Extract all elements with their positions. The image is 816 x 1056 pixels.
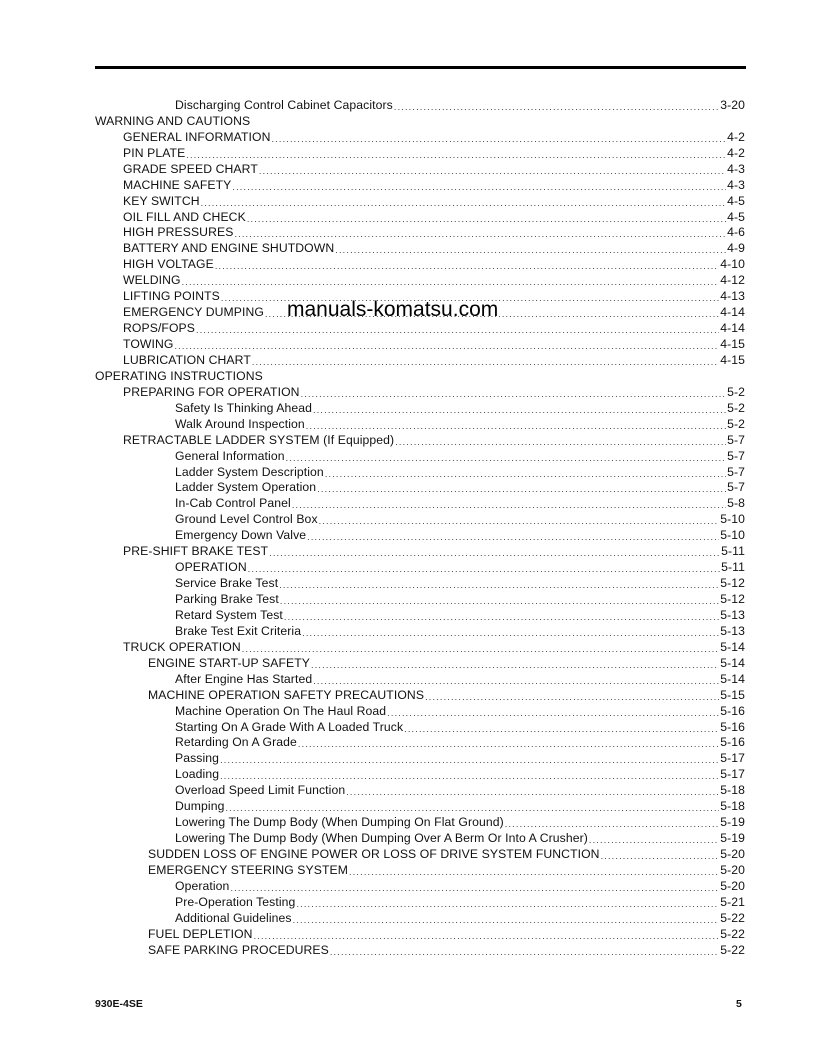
toc-entry-page: 5-7	[727, 464, 745, 479]
toc-dot-leader	[174, 340, 719, 352]
toc-entry[interactable]	[95, 575, 745, 591]
toc-entry[interactable]	[95, 639, 745, 655]
toc-entry[interactable]	[95, 448, 745, 464]
toc-entry[interactable]	[95, 495, 745, 511]
toc-entry[interactable]	[95, 735, 745, 751]
toc-entry-page: 5-12	[720, 576, 745, 591]
toc-entry[interactable]	[95, 161, 745, 177]
toc-dot-leader	[182, 276, 720, 288]
toc-entry-title: ENGINE START-UP SAFETY	[148, 655, 311, 670]
toc-entry[interactable]	[95, 511, 745, 527]
toc-dot-leader	[286, 452, 726, 464]
toc-entry-title: FUEL DEPLETION	[148, 926, 253, 941]
toc-entry-title: Ladder System Operation	[175, 480, 317, 495]
toc-entry-title: Additional Guidelines	[175, 910, 292, 925]
toc-entry-page: 5-14	[720, 671, 745, 686]
toc-entry-title: Pre-Operation Testing	[175, 894, 296, 909]
toc-entry-page: 5-16	[720, 703, 745, 718]
toc-entry-page: 4-13	[720, 289, 745, 304]
toc-dot-leader	[284, 611, 719, 623]
toc-dot-leader	[232, 181, 726, 193]
toc-dot-leader	[296, 898, 719, 910]
toc-entry-page: 5-17	[720, 751, 745, 766]
toc-entry-title: In-Cab Control Panel	[175, 496, 291, 511]
toc-entry-page: 5-14	[720, 655, 745, 670]
toc-entry-page: 4-3	[727, 177, 745, 192]
toc-entry-page: 5-11	[721, 560, 745, 575]
toc-dot-leader	[346, 786, 719, 798]
toc-entry-title: KEY SWITCH	[123, 193, 200, 208]
toc-dot-leader	[307, 531, 719, 543]
toc-entry-title: LUBRICATION CHART	[123, 352, 251, 367]
toc-entry-page: 5-12	[720, 592, 745, 606]
toc-entry-page: 5-20	[720, 878, 745, 893]
toc-entry-page: 4-15	[720, 337, 745, 351]
toc-entry[interactable]	[95, 256, 745, 272]
toc-entry[interactable]	[95, 543, 745, 559]
toc-dot-leader	[425, 691, 719, 703]
toc-entry[interactable]	[95, 942, 745, 958]
toc-entry[interactable]	[95, 272, 745, 288]
toc-dot-leader	[220, 770, 719, 782]
header-rule	[95, 66, 746, 69]
toc-dot-leader	[234, 228, 726, 240]
toc-entry-page: 4-2	[727, 129, 745, 144]
toc-entry[interactable]	[95, 623, 745, 639]
toc-entry-page: 5-22	[720, 910, 745, 925]
toc-entry[interactable]	[95, 814, 745, 830]
toc-entry-page: 4-9	[727, 241, 745, 256]
toc-entry-title: HIGH PRESSURES	[123, 225, 234, 240]
toc-entry-page: 4-5	[727, 209, 745, 224]
toc-entry[interactable]	[95, 591, 745, 607]
toc-entry-title: EMERGENCY STEERING SYSTEM	[148, 862, 349, 877]
toc-entry-title: Emergency Down Valve	[175, 528, 307, 543]
toc-entry[interactable]	[95, 910, 745, 926]
toc-entry-title: TOWING	[123, 337, 174, 351]
toc-entry[interactable]	[95, 671, 745, 687]
toc-dot-leader	[247, 213, 726, 225]
toc-entry-title: PIN PLATE	[123, 145, 186, 160]
toc-entry-page: 5-16	[720, 719, 745, 734]
toc-entry[interactable]	[95, 862, 745, 878]
toc-entry-page: 5-13	[720, 607, 745, 622]
toc-entry-page: 4-14	[720, 305, 745, 320]
toc-entry-title: ROPS/FOPS	[123, 321, 196, 336]
toc-dot-leader	[404, 723, 719, 735]
toc-section-heading	[95, 368, 745, 384]
toc-dot-leader	[313, 675, 719, 687]
toc-entry-page: 5-8	[727, 496, 745, 511]
toc-dot-leader	[335, 244, 726, 256]
toc-entry-page: 5-17	[720, 767, 745, 782]
toc-entry-title: After Engine Has Started	[175, 671, 313, 686]
table-of-contents	[95, 97, 745, 958]
toc-dot-leader	[601, 850, 720, 862]
toc-entry[interactable]	[95, 766, 745, 782]
footer-page-number: 5	[736, 998, 742, 1010]
toc-entry-page: 5-22	[720, 942, 745, 957]
toc-entry-title: GENERAL INFORMATION	[123, 129, 271, 144]
toc-dot-leader	[311, 659, 719, 671]
toc-dot-leader	[242, 643, 719, 655]
toc-entry-page: 4-5	[727, 193, 745, 208]
toc-section-heading	[95, 113, 745, 129]
toc-entry[interactable]	[95, 177, 745, 193]
toc-dot-leader	[225, 802, 719, 814]
toc-entry-title: Lowering The Dump Body (When Dumping Over A Berm Or Into A Crusher)	[175, 831, 588, 846]
toc-entry[interactable]	[95, 432, 745, 448]
toc-entry-title: OPERATING INSTRUCTIONS	[95, 368, 263, 383]
toc-entry-page: 5-2	[727, 384, 745, 399]
toc-dot-leader	[505, 818, 719, 830]
toc-entry-page: 5-13	[720, 623, 745, 638]
toc-entry-title: Dumping	[175, 799, 225, 814]
toc-entry-page: 5-20	[720, 847, 745, 861]
toc-entry-page: 5-18	[720, 799, 745, 814]
toc-dot-leader	[215, 260, 719, 272]
toc-dot-leader	[325, 468, 726, 480]
toc-entry-title: LIFTING POINTS	[123, 289, 220, 304]
toc-entry-title: Ladder System Description	[175, 464, 324, 479]
toc-dot-leader	[201, 197, 726, 209]
toc-dot-leader	[279, 579, 719, 591]
toc-dot-leader	[387, 707, 719, 719]
toc-entry-page: 5-2	[727, 416, 745, 431]
toc-entry[interactable]	[95, 687, 745, 703]
toc-entry-page: 5-18	[720, 783, 745, 798]
toc-entry-page: 5-20	[720, 862, 745, 877]
toc-entry-page: 3-20	[720, 97, 745, 112]
toc-dot-leader	[280, 595, 719, 607]
toc-entry[interactable]	[95, 559, 745, 575]
toc-entry[interactable]	[95, 464, 745, 480]
toc-dot-leader	[186, 149, 726, 161]
toc-entry-title: Loading	[175, 767, 220, 782]
toc-entry-page: 5-16	[720, 735, 745, 750]
toc-entry-page: 5-7	[727, 432, 745, 447]
toc-entry-title: Ground Level Control Box	[175, 512, 318, 527]
toc-entry[interactable]	[95, 926, 745, 942]
footer-doc-id: 930E-4SE	[95, 998, 143, 1010]
toc-entry-title: WARNING AND CAUTIONS	[95, 113, 251, 128]
toc-entry-title: Machine Operation On The Haul Road	[175, 703, 387, 718]
toc-entry[interactable]	[95, 240, 745, 256]
toc-entry-title: Passing	[175, 751, 220, 766]
toc-entry-title: MACHINE OPERATION SAFETY PRECAUTIONS	[148, 687, 425, 702]
toc-entry-title: Discharging Control Cabinet Capacitors	[175, 97, 393, 112]
toc-dot-leader	[589, 834, 719, 846]
toc-entry-page: 5-7	[727, 448, 745, 463]
toc-entry[interactable]	[95, 225, 745, 241]
toc-entry-page: 5-19	[720, 831, 745, 846]
toc-dot-leader	[248, 563, 720, 575]
toc-entry-title: GRADE SPEED CHART	[123, 161, 258, 176]
toc-entry-title: PREPARING FOR OPERATION	[123, 384, 300, 399]
toc-entry-title: TRUCK OPERATION	[123, 639, 241, 654]
toc-dot-leader	[298, 738, 719, 750]
toc-entry[interactable]	[95, 894, 745, 910]
toc-entry-page: 5-21	[720, 894, 745, 909]
toc-dot-leader	[301, 388, 727, 400]
toc-entry-page: 4-15	[720, 352, 745, 367]
toc-entry-title: OPERATION	[175, 560, 247, 575]
toc-entry-page: 5-14	[720, 639, 745, 654]
toc-dot-leader	[196, 324, 719, 336]
toc-entry-title: Starting On A Grade With A Loaded Truck	[175, 719, 404, 734]
toc-entry-page: 4-2	[727, 145, 745, 160]
toc-dot-leader	[349, 866, 719, 878]
toc-dot-leader	[220, 754, 719, 766]
toc-dot-leader	[395, 436, 726, 448]
toc-entry-page: 4-6	[727, 225, 745, 240]
toc-entry-title: Walk Around Inspection	[175, 416, 305, 431]
toc-entry-title: Service Brake Test	[175, 576, 279, 591]
toc-dot-leader	[317, 483, 726, 495]
toc-entry[interactable]	[95, 846, 745, 862]
toc-entry-page: 4-14	[720, 321, 745, 336]
toc-dot-leader	[302, 627, 719, 639]
toc-entry[interactable]	[95, 97, 745, 113]
toc-entry-page: 5-15	[720, 687, 745, 702]
toc-entry-page: 5-10	[720, 528, 745, 543]
toc-entry[interactable]	[95, 703, 745, 719]
toc-entry-title: Brake Test Exit Criteria	[175, 623, 302, 638]
toc-entry[interactable]	[95, 719, 745, 735]
toc-entry-page: 5-7	[727, 480, 745, 495]
toc-dot-leader	[394, 101, 719, 113]
toc-entry[interactable]	[95, 830, 745, 846]
toc-entry[interactable]	[95, 416, 745, 432]
toc-entry-page: 4-12	[720, 273, 745, 288]
toc-entry-title: RETRACTABLE LADDER SYSTEM (If Equipped)	[123, 432, 395, 447]
toc-entry[interactable]	[95, 400, 745, 416]
toc-entry[interactable]	[95, 527, 745, 543]
toc-entry-title: Retard System Test	[175, 607, 283, 622]
toc-entry[interactable]	[95, 480, 745, 496]
toc-entry[interactable]	[95, 320, 745, 336]
toc-entry-page: 5-10	[720, 512, 745, 527]
toc-dot-leader	[269, 547, 720, 559]
toc-entry[interactable]	[95, 209, 745, 225]
toc-dot-leader	[259, 165, 726, 177]
toc-entry[interactable]	[95, 750, 745, 766]
toc-entry-title: WELDING	[123, 273, 181, 288]
toc-dot-leader	[271, 133, 726, 145]
toc-entry-page: 5-22	[720, 926, 745, 941]
toc-entry[interactable]	[95, 607, 745, 623]
toc-entry-page: 5-11	[721, 544, 745, 559]
toc-entry-title: PRE-SHIFT BRAKE TEST	[123, 544, 269, 559]
toc-entry[interactable]	[95, 352, 745, 368]
toc-entry-page: 4-10	[720, 257, 745, 272]
toc-entry-title: Operation	[175, 878, 230, 893]
toc-entry-title: OIL FILL AND CHECK	[123, 209, 246, 224]
toc-dot-leader	[330, 946, 719, 958]
toc-entry[interactable]	[95, 336, 745, 352]
toc-dot-leader	[230, 882, 719, 894]
toc-entry-title: SAFE PARKING PROCEDURES	[148, 942, 329, 957]
toc-dot-leader	[319, 515, 720, 527]
toc-entry[interactable]	[95, 782, 745, 798]
toc-entry-title: EMERGENCY DUMPING	[123, 305, 264, 320]
toc-entry[interactable]	[95, 655, 745, 671]
toc-entry[interactable]	[95, 193, 745, 209]
toc-dot-leader	[254, 930, 720, 942]
toc-entry-title: BATTERY AND ENGINE SHUTDOWN	[123, 241, 335, 256]
toc-entry-title: General Information	[175, 448, 285, 463]
toc-entry-page: 4-3	[727, 161, 745, 176]
toc-dot-leader	[306, 420, 726, 432]
toc-entry-title: Parking Brake Test	[175, 592, 279, 606]
toc-dot-leader	[293, 914, 720, 926]
toc-entry-title: Safety Is Thinking Ahead	[175, 400, 313, 415]
toc-entry[interactable]	[95, 145, 745, 161]
toc-entry-page: 5-19	[720, 815, 745, 830]
toc-entry-title: MACHINE SAFETY	[123, 177, 232, 192]
toc-dot-leader	[313, 404, 726, 416]
toc-dot-leader	[252, 356, 719, 368]
toc-entry-title: Overload Speed Limit Function	[175, 783, 346, 798]
watermark-text: manuals-komatsu.com	[287, 298, 499, 321]
toc-entry[interactable]	[95, 384, 745, 400]
toc-dot-leader	[292, 499, 726, 511]
toc-entry-title: Retarding On A Grade	[175, 735, 297, 750]
toc-entry-page: 5-2	[727, 400, 745, 415]
toc-entry[interactable]	[95, 798, 745, 814]
toc-entry-title: Lowering The Dump Body (When Dumping On Flat Ground)	[175, 815, 504, 830]
toc-entry[interactable]	[95, 878, 745, 894]
toc-entry-title: HIGH VOLTAGE	[123, 257, 214, 272]
toc-entry[interactable]	[95, 129, 745, 145]
toc-entry-title: SUDDEN LOSS OF ENGINE POWER OR LOSS OF DRIVE SYSTEM FUNCTION	[148, 847, 600, 861]
